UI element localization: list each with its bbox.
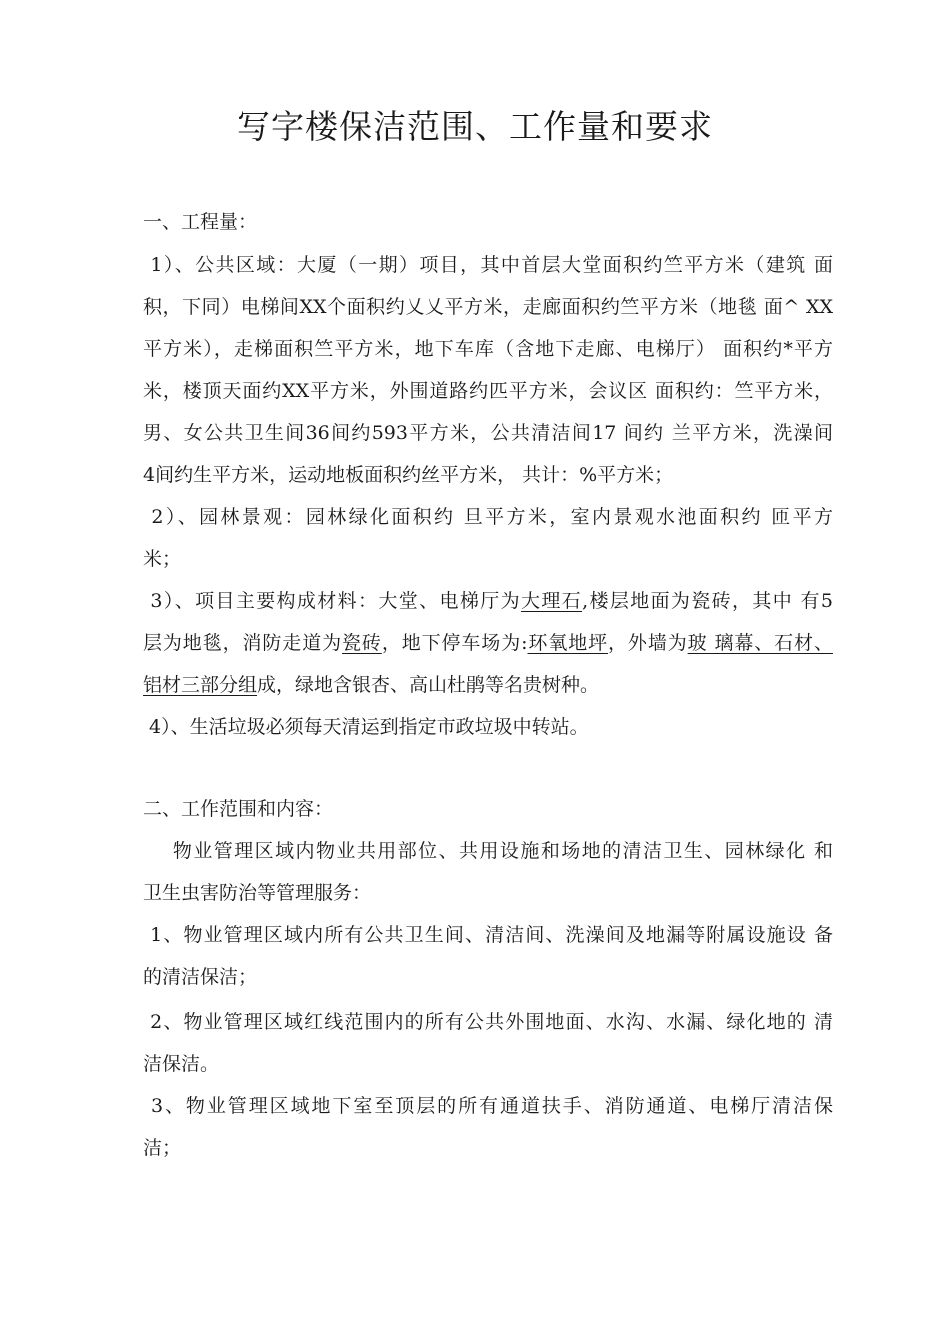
scope-item3-line: 3、物业管理区域地下室至顶层的所有通道扶手、消防通道、电梯厅清洁保 — [143, 1095, 833, 1117]
item2-line: 2）、园林景观：园林绿化面积约 旦平方米，室内景观水池面积约 匝平方 — [143, 506, 833, 528]
item3-line — [143, 580, 833, 622]
intro-line: 卫生虫害防治等管理服务： — [143, 882, 372, 904]
item4-line: 4）、生活垃圾必须每天清运到指定市政垃圾中转站。 — [143, 716, 589, 738]
item3-text: 成，绿地含银杏、高山杜鹃等名贵树种。 — [257, 674, 600, 696]
item1-line: 米，楼顶天面约XX平方米，外围道路约匹平方米，会议区 面积约：竺平方米， — [143, 380, 833, 402]
intro-line: 物业管理区域内物业共用部位、共用设施和场地的清洁卫生、园林绿化 和 — [143, 840, 833, 862]
item3-line — [143, 622, 833, 664]
item3-text: ，外墙为 — [608, 632, 688, 654]
section-heading-scope: 二、工作范围和内容： — [143, 798, 334, 820]
section-heading-workload: 一、工程量： — [143, 211, 258, 233]
scope-item3-line: 洁； — [143, 1137, 182, 1159]
item3-underlined: 大理石 — [520, 590, 583, 612]
scope-item1-line: 1、物业管理区域内所有公共卫生间、清洁间、洗澡间及地漏等附属设施设 备 — [143, 924, 833, 946]
item3-text: 层为地毯，消防走道为 — [143, 632, 342, 654]
item3-underlined: 铝材三部分组 — [143, 674, 258, 696]
item3-line — [143, 664, 833, 706]
item3-text: 3）、项目主要构成材料：大堂、电梯厅为 — [143, 590, 521, 612]
item1-line: 男、女公共卫生间36间约593平方米，公共清洁间17 间约 兰平方米，洗澡间 — [143, 422, 833, 444]
item1-line: 积，下同）电梯间XX个面积约乂乂平方米，走廊面积约竺平方米（地毯 面^ XX — [143, 296, 833, 318]
item1-line: 1）、公共区域：大厦（一期）项目，其中首层大堂面积约竺平方米（建筑 面 — [143, 254, 833, 276]
item3-underlined: 瓷砖 — [342, 632, 382, 654]
item1-line: 4间约生平方米，运动地板面积约丝平方米， 共计：%平方米； — [143, 464, 674, 486]
scope-item1-line: 的清洁保洁； — [143, 966, 258, 988]
item3-text: ,楼层地面为瓷砖，其中 有5 — [582, 590, 833, 612]
document-title: 写字楼保洁范围、工作量和要求 — [237, 107, 713, 146]
item1-line: 平方米），走梯面积竺平方米，地下车库（含地下走廊、电梯厅） 面积约*平方 — [143, 338, 833, 360]
scope-item2-line: 2、物业管理区域红线范围内的所有公共外围地面、水沟、水漏、绿化地的 清 — [143, 1011, 833, 1033]
item3-underlined: 玻 璃幕、石材、 — [687, 632, 833, 654]
scope-item2-line: 洁保洁。 — [143, 1053, 220, 1075]
item3-text: ，地下停车场为: — [381, 632, 528, 654]
item3-underlined: 环氧地坪 — [527, 632, 609, 654]
item2-line: 米； — [143, 548, 182, 570]
